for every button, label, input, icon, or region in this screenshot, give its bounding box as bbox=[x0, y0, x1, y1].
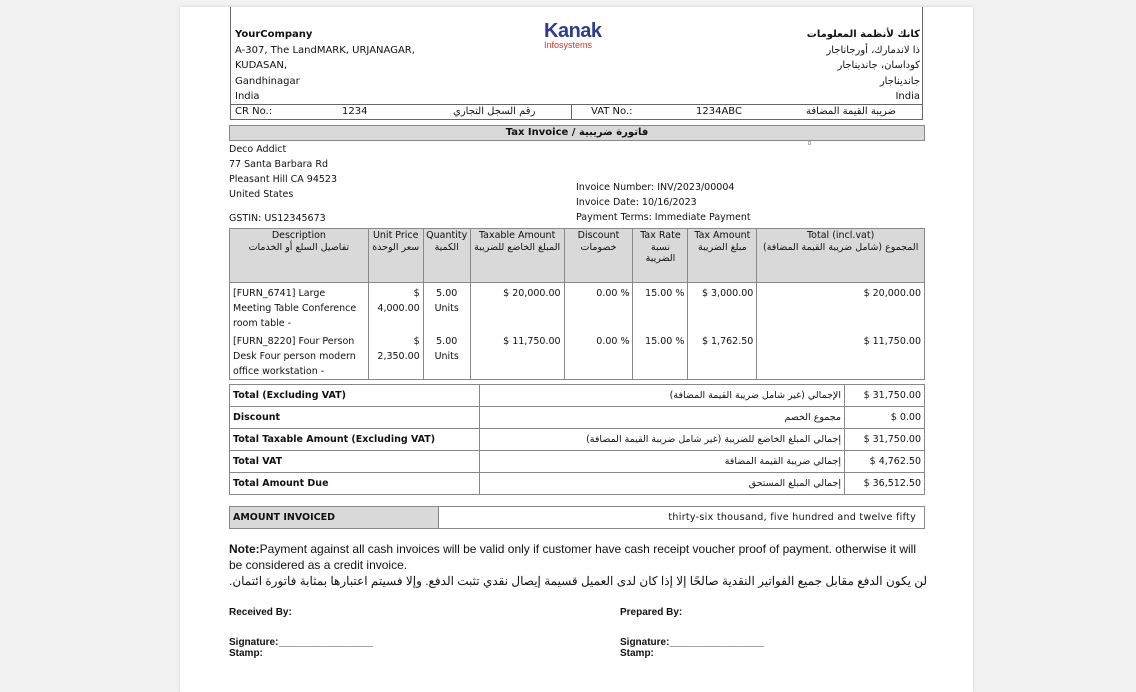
vat-label: VAT No.: bbox=[591, 106, 633, 117]
note-text-ar: لن يكون الدفع مقابل جميع الفواتير النقدية صالحًا إلا إذا كان لدى العميل قسيمة إيصال نقدي تثبت الدفع. وإلا فسيتم اعتبارها بمثابة فاتورة ائتمان. bbox=[229, 574, 928, 588]
stamp-label: Stamp: bbox=[620, 648, 654, 659]
company-name: YourCompany bbox=[235, 29, 313, 40]
amount-invoiced-words: thirty-six thousand, five hundred and twelve fifty bbox=[439, 507, 925, 529]
total-label: Total VAT bbox=[230, 451, 480, 473]
company-address-ar bbox=[807, 27, 920, 105]
total-label-ar: الإجمالي (غير شامل ضريبة القيمة المضافة) bbox=[480, 385, 845, 407]
stamp-label: Stamp: bbox=[229, 648, 263, 659]
received-by-label: Received By: bbox=[229, 607, 292, 618]
cell-tax-amount: $ 3,000.00 bbox=[688, 283, 757, 332]
col-header-total: Total (incl.vat) المجموع (شامل ضريبة القيمة المضافة) bbox=[757, 229, 925, 283]
company-address-line-ar: جانديناجار bbox=[879, 75, 920, 87]
table-row bbox=[230, 283, 925, 332]
customer-line: Deco Addict bbox=[229, 144, 287, 155]
company-logo bbox=[544, 21, 609, 50]
signature-line: Signature:_________________ bbox=[620, 637, 764, 648]
total-label: Discount bbox=[230, 407, 480, 429]
amount-invoiced-label: AMOUNT INVOICED bbox=[230, 507, 439, 529]
prepared-signature-block bbox=[620, 637, 764, 659]
signature-line: Signature:_________________ bbox=[229, 637, 373, 648]
totals-row bbox=[230, 451, 925, 473]
col-header-description: Description تفاصيل السلع أو الخدمات bbox=[230, 229, 369, 283]
total-label: Total Taxable Amount (Excluding VAT) bbox=[230, 429, 480, 451]
invoice-title: Tax Invoice / فاتورة ضريبية bbox=[229, 125, 925, 141]
cell-unit-price: $ 4,000.00 bbox=[368, 283, 423, 332]
customer-line: Pleasant Hill CA 94523 bbox=[229, 174, 338, 185]
totals-row bbox=[230, 473, 925, 495]
company-address-en bbox=[235, 27, 415, 105]
registration-row bbox=[230, 104, 923, 120]
invoice-number: Invoice Number: INV/2023/00004 bbox=[576, 182, 735, 193]
total-label: Total (Excluding VAT) bbox=[230, 385, 480, 407]
cell-description: [FURN_6741] Large Meeting Table Conference room table - bbox=[230, 283, 369, 332]
customer-gstin: GSTIN: US12345673 bbox=[229, 213, 326, 224]
customer-line: 77 Santa Barbara Rd bbox=[229, 159, 329, 170]
total-label-ar: إجمالي المبلغ المستحق bbox=[480, 473, 845, 495]
total-label: Total Amount Due bbox=[230, 473, 480, 495]
invoice-date: Invoice Date: 10/16/2023 bbox=[576, 197, 697, 208]
payment-terms: Payment Terms: Immediate Payment bbox=[576, 212, 751, 223]
logo-text: Kanak bbox=[544, 20, 602, 42]
col-header-taxable-amount: Taxable Amount المبلغ الخاضع للضريبة bbox=[470, 229, 564, 283]
prepared-by-label: Prepared By: bbox=[620, 607, 683, 618]
cell-unit-price: $ 2,350.00 bbox=[368, 331, 423, 380]
company-address-line-ar: India bbox=[895, 91, 920, 102]
col-header-tax-amount: Tax Amount مبلغ الضريبة bbox=[688, 229, 757, 283]
total-value: $ 31,750.00 bbox=[845, 429, 925, 451]
logo-subtext: Infosystems bbox=[544, 40, 593, 50]
payment-note bbox=[229, 541, 929, 589]
company-name-ar: كانك لأنظمة المعلومات bbox=[806, 29, 920, 40]
total-label-ar: إجمالي ضريبة القيمة المضافة bbox=[480, 451, 845, 473]
col-header-unit-price: Unit Price سعر الوحدة bbox=[368, 229, 423, 283]
vat-value: 1234ABC bbox=[696, 106, 742, 117]
company-address-line: A-307, The LandMARK, URJANAGAR, bbox=[235, 44, 415, 56]
customer-line: United States bbox=[229, 189, 294, 200]
cell-taxable: $ 20,000.00 bbox=[470, 283, 564, 332]
small-mark bbox=[808, 141, 811, 145]
cell-tax-amount: $ 1,762.50 bbox=[688, 331, 757, 380]
invoice-page bbox=[180, 7, 973, 692]
cr-label: CR No.: bbox=[235, 106, 273, 117]
company-address-line-ar: كوداسان، جانديناجار bbox=[837, 60, 920, 71]
company-address-line: India bbox=[235, 91, 260, 102]
total-value: $ 36,512.50 bbox=[845, 473, 925, 495]
total-value: $ 31,750.00 bbox=[845, 385, 925, 407]
col-header-quantity: Quantity الكمية bbox=[423, 229, 470, 283]
cell-discount: 0.00 % bbox=[564, 331, 633, 380]
totals-row bbox=[230, 407, 925, 429]
cell-total: $ 20,000.00 bbox=[757, 283, 925, 332]
totals-row bbox=[230, 385, 925, 407]
total-value: $ 0.00 bbox=[845, 407, 925, 429]
table-header-row bbox=[230, 229, 925, 283]
col-header-discount: Discount خصومات bbox=[564, 229, 633, 283]
note-text: Payment against all cash invoices will be valid only if customer have cash receipt voucher proof of payment. otherwise it will be considered as a credit invoice. bbox=[229, 542, 916, 572]
company-address-line-ar: ذا لاندمارك، أورجاناجار bbox=[826, 44, 920, 56]
customer-address bbox=[229, 142, 337, 202]
cell-discount: 0.00 % bbox=[564, 283, 633, 332]
col-header-tax-rate: Tax Rate نسبة الضريبة bbox=[633, 229, 688, 283]
vat-label-ar: ضريبة القيمة المضافة bbox=[806, 106, 897, 117]
company-address-line: Gandhinagar bbox=[235, 75, 300, 87]
totals-table bbox=[229, 384, 925, 495]
invoice-info bbox=[576, 180, 751, 225]
total-label-ar: مجموع الخصم bbox=[480, 407, 845, 429]
amount-invoiced-table bbox=[229, 506, 925, 529]
note-label: Note: bbox=[229, 542, 260, 556]
cell-tax-rate: 15.00 % bbox=[633, 283, 688, 332]
total-value: $ 4,762.50 bbox=[845, 451, 925, 473]
cr-value: 1234 bbox=[342, 106, 368, 117]
cr-label-ar: رقم السجل التجاري bbox=[453, 106, 536, 117]
cell-taxable: $ 11,750.00 bbox=[470, 331, 564, 380]
received-signature-block bbox=[229, 637, 373, 659]
cell-total: $ 11,750.00 bbox=[757, 331, 925, 380]
line-items-table bbox=[229, 228, 925, 380]
totals-row bbox=[230, 429, 925, 451]
table-row bbox=[230, 331, 925, 380]
cell-quantity: 5.00 Units bbox=[423, 331, 470, 380]
row-divider bbox=[571, 104, 572, 120]
amount-invoiced-row bbox=[230, 507, 925, 529]
company-address-line: KUDASAN, bbox=[235, 60, 288, 71]
total-label-ar: إجمالي المبلغ الخاضع للضريبة (غير شامل ضريبة القيمة المضافة) bbox=[480, 429, 845, 451]
cell-description: [FURN_8220] Four Person Desk Four person modern office workstation - bbox=[230, 331, 369, 380]
cell-quantity: 5.00 Units bbox=[423, 283, 470, 332]
cell-tax-rate: 15.00 % bbox=[633, 331, 688, 380]
